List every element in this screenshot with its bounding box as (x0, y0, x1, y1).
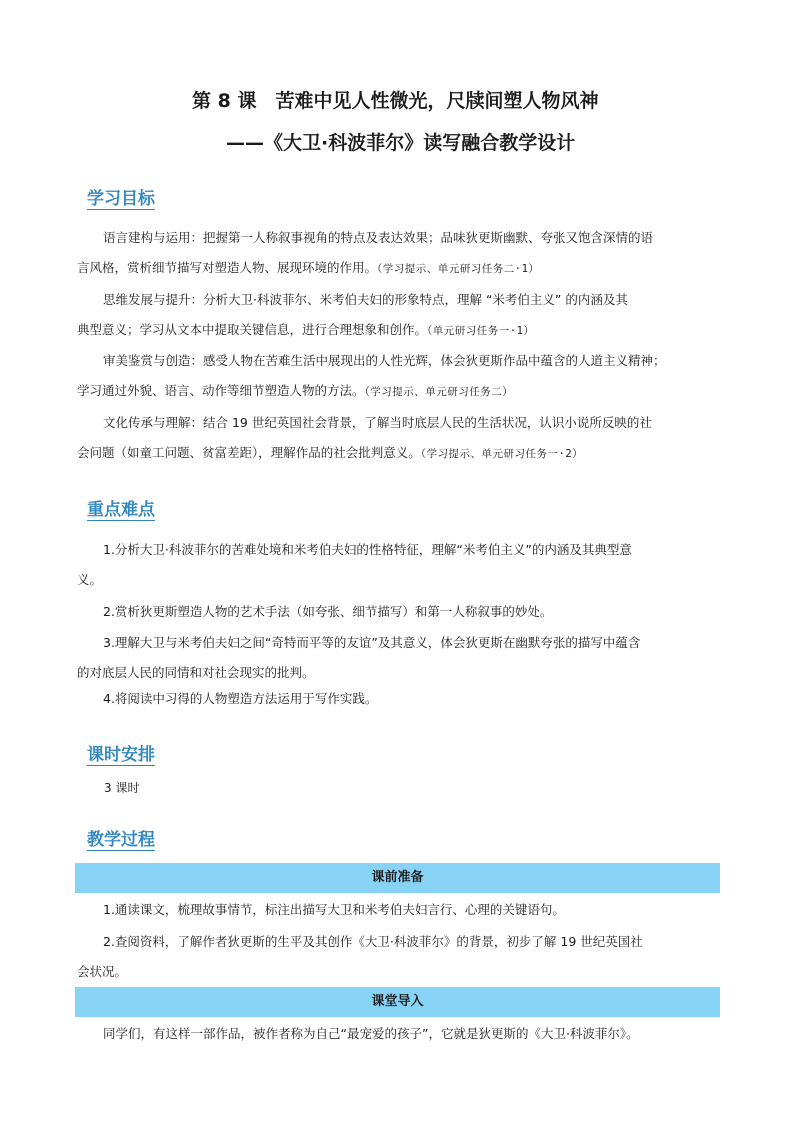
schedule-value: 3 课时 (104, 781, 140, 795)
prep-line: 2.查阅资料，了解作者狄更斯的生平及其创作《大卫·科波菲尔》的背景，初步了解 19 世纪英国社 (103, 934, 643, 949)
goal-paragraph (77, 346, 737, 407)
section-heading-schedule: 课时安排 (87, 745, 155, 765)
lesson-subtitle: ——《大卫·科波菲尔》读写融合教学设计 (226, 132, 576, 154)
key-point-item (77, 535, 737, 595)
goal-note: （单元研习任务一·1） (427, 325, 535, 337)
goal-line: 文化传承与理解：结合 19 世纪英国社会背景，了解当时底层人民的生活状况，认识小说所反映的社 (103, 415, 652, 430)
stage-band-prep: 课前准备 (75, 863, 720, 893)
goal-line: 典型意义；学习从文本中提取关键信息，进行合理想象和创作。 (77, 322, 428, 337)
key-point-item (77, 597, 737, 627)
stage-band-intro: 课堂导入 (75, 987, 720, 1017)
goal-line: 审美鉴赏与创造：感受人物在苦难生活中展现出的人性光辉，体会狄更斯作品中蕴含的人道主义精神； (103, 353, 666, 368)
section-heading-goals: 学习目标 (87, 189, 155, 209)
section-heading-key-points: 重点难点 (87, 500, 155, 520)
prep-item (77, 895, 737, 925)
goal-paragraph (77, 408, 737, 469)
goal-paragraph (77, 285, 737, 346)
key-point-line: 义。 (77, 572, 103, 587)
goal-line: 语言建构与运用：把握第一人称叙事视角的特点及表达效果；品味狄更斯幽默、夸张又饱含深情的语 (103, 230, 654, 245)
goal-note: （学习提示、单元研习任务二） (364, 386, 514, 398)
key-point-line: 4.将阅读中习得的人物塑造方法运用于写作实践。 (103, 691, 378, 706)
key-point-item (77, 684, 737, 714)
goal-line: 言风格，赏析细节描写对塑造人物、展现环境的作用。 (77, 260, 378, 275)
key-point-line: 3.理解大卫与米考伯夫妇之间“奇特而平等的友谊”及其意义，体会狄更斯在幽默夸张的描写中蕴含 (103, 635, 641, 650)
goal-line: 学习通过外貌、语言、动作等细节塑造人物的方法。 (77, 383, 365, 398)
lesson-title: 第 8 课 苦难中见人性微光，尺牍间塑人物风神 (192, 90, 599, 112)
prep-line: 会状况。 (77, 964, 128, 979)
key-point-item (77, 628, 737, 688)
prep-line: 1.通读课文，梳理故事情节，标注出描写大卫和米考伯夫妇言行、心理的关键语句。 (103, 902, 565, 917)
key-point-line: 2.赏析狄更斯塑造人物的艺术手法（如夸张、细节描写）和第一人称叙事的妙处。 (103, 604, 553, 619)
intro-paragraph (77, 1019, 747, 1049)
intro-line: 同学们，有这样一部作品，被作者称为自己“最宠爱的孩子”，它就是狄更斯的《大卫·科波菲尔》。 (103, 1026, 639, 1041)
goal-paragraph (77, 223, 737, 284)
goal-note: （学习提示、单元研习任务二·1） (377, 263, 540, 275)
goal-line: 思维发展与提升：分析大卫·科波菲尔、米考伯夫妇的形象特点，理解 “米考伯主义” 的内涵及其 (103, 292, 628, 307)
key-point-line: 的对底层人民的同情和对社会现实的批判。 (77, 665, 315, 680)
goal-line: 会问题（如童工问题、贫富差距），理解作品的社会批判意义。 (77, 445, 421, 460)
prep-item (77, 927, 737, 987)
section-heading-process: 教学过程 (87, 830, 155, 850)
key-point-line: 1.分析大卫·科波菲尔的苦难处境和米考伯夫妇的性格特征，理解“米考伯主义”的内涵及其典型意 (103, 542, 632, 557)
goal-note: （学习提示、单元研习任务一·2） (420, 448, 584, 460)
